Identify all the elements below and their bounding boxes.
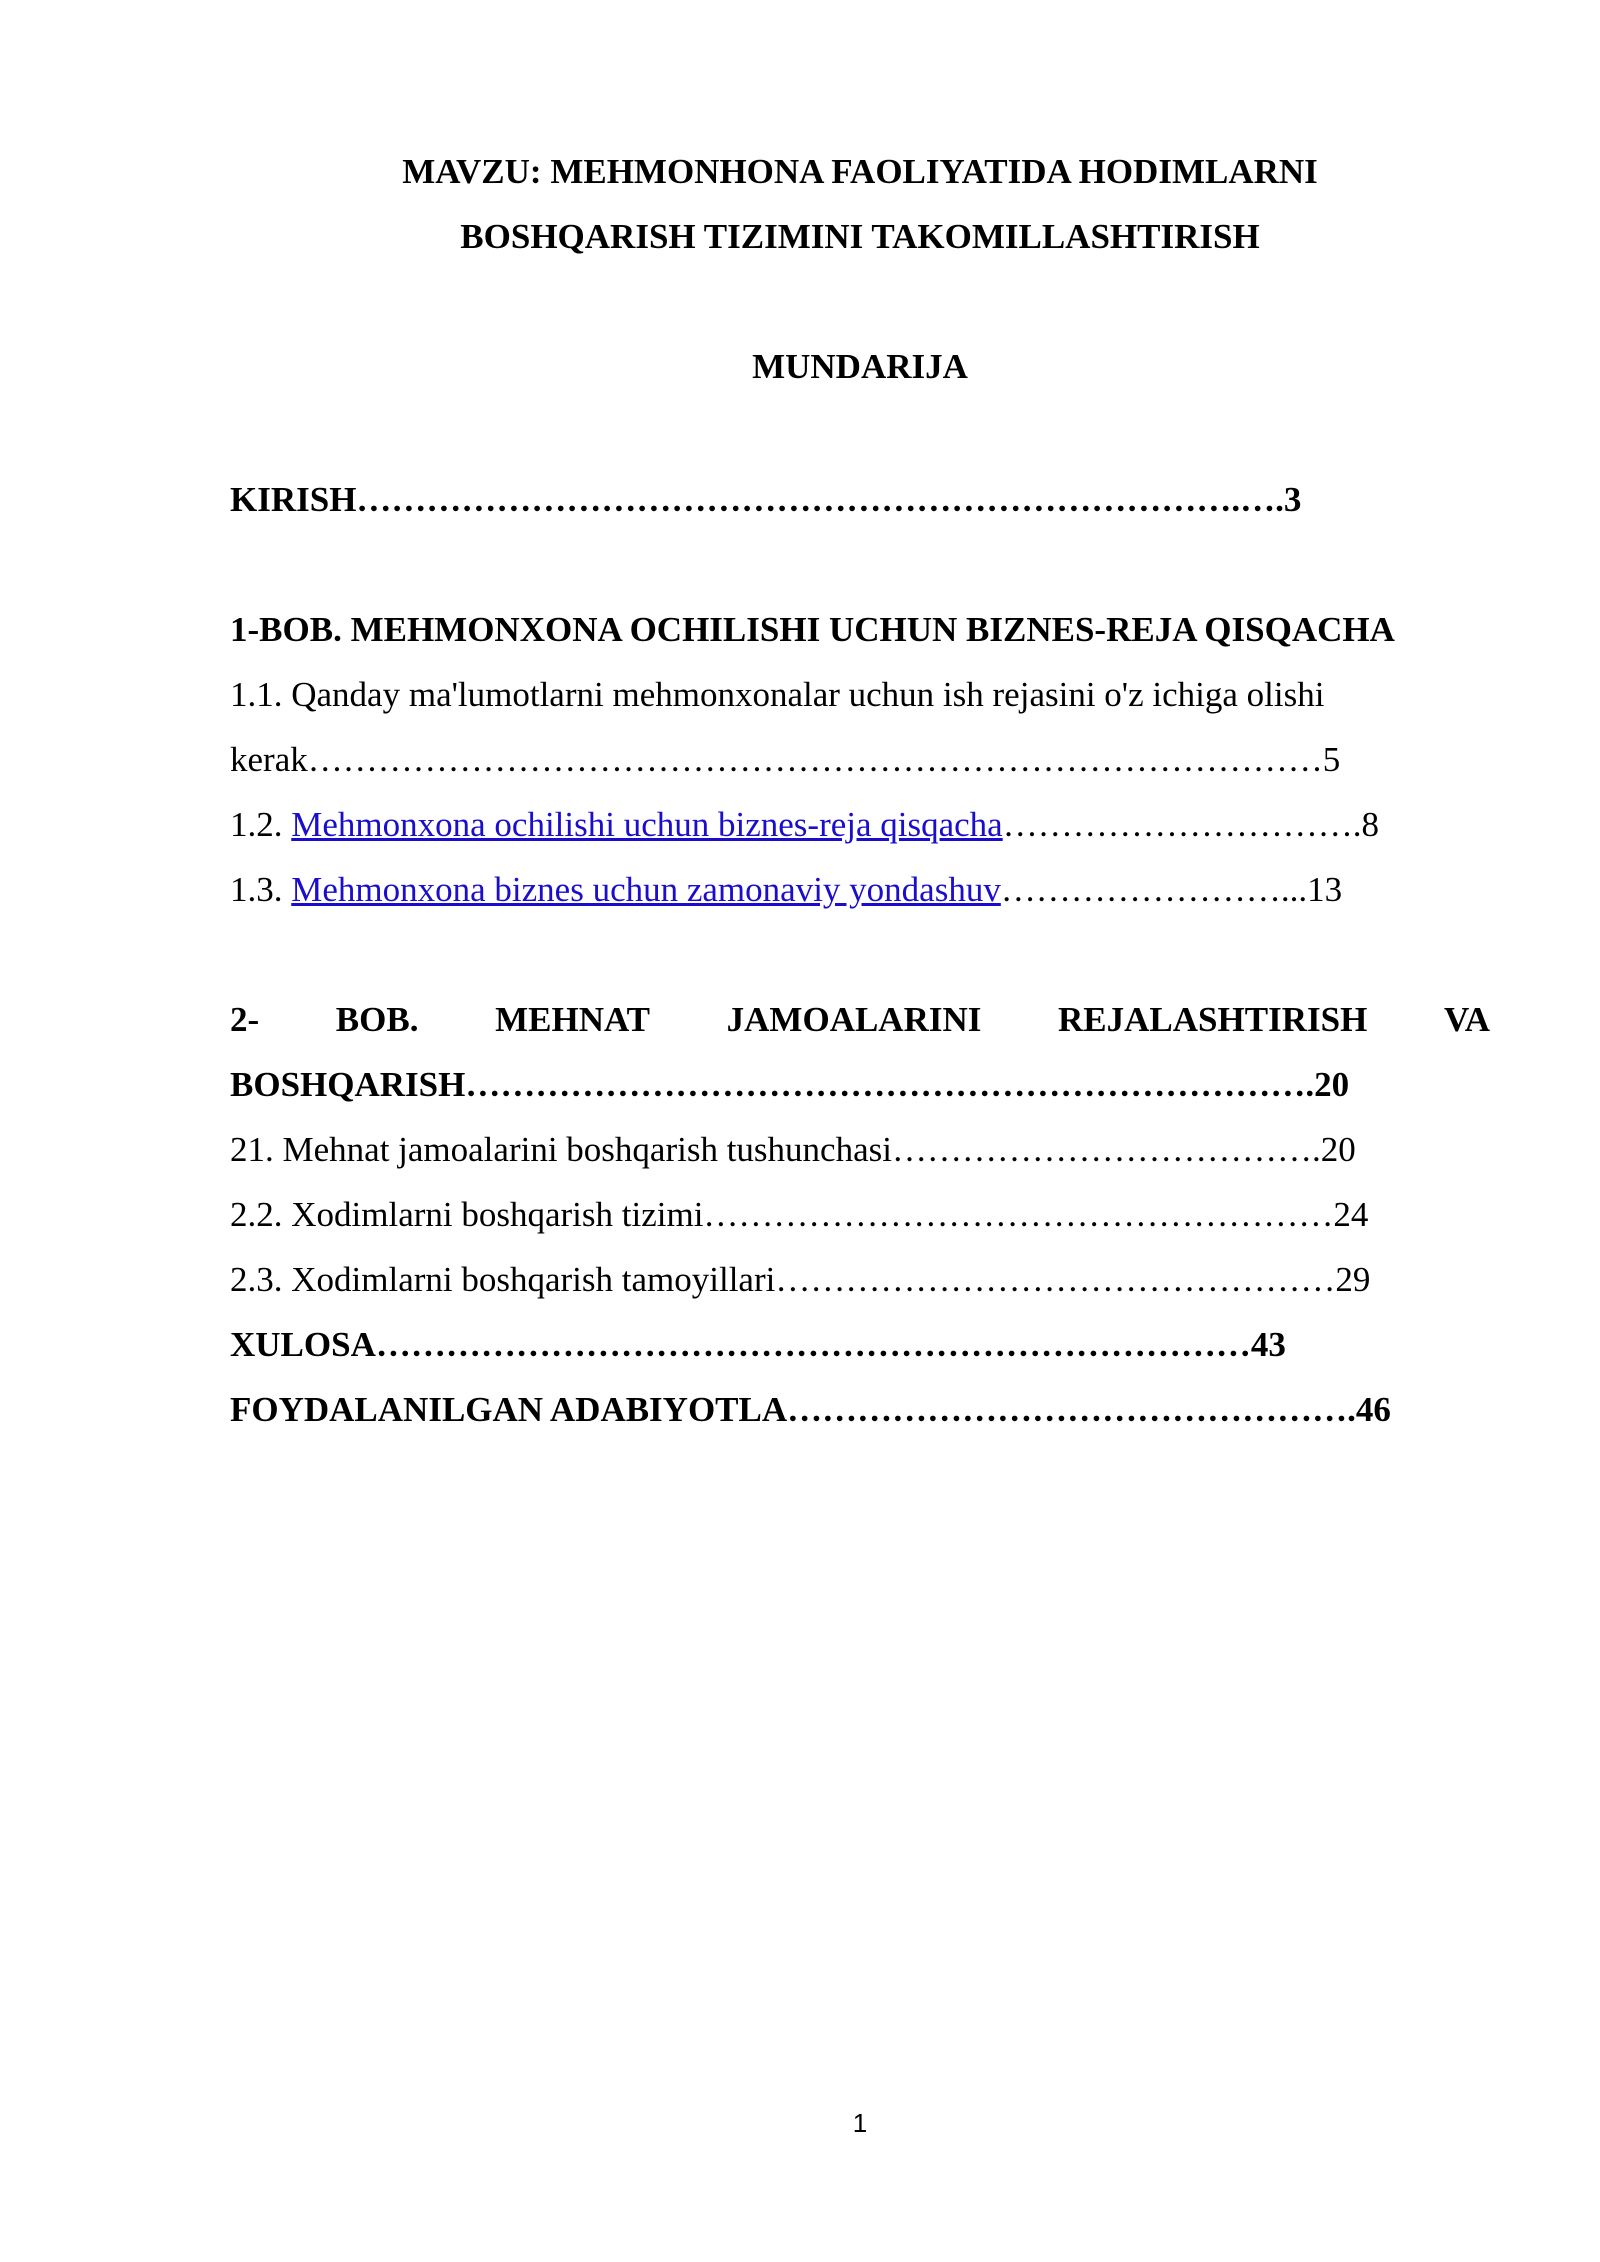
page-number: 1 — [852, 2108, 868, 2138]
toc-entry-1-3-leader: ……………………...13 — [1000, 870, 1343, 909]
toc-entry-1-3 — [230, 868, 1490, 912]
toc-entry-1-1-line2[interactable]: kerak……………………………………………………………………………5 — [230, 740, 1341, 779]
title-line-1: MAVZU: MEHMONHONA FAOLIYATIDA HODIMLARNI — [402, 152, 1318, 191]
title-line-2: BOSHQARISH TIZIMINI TAKOMILLASHTIRISH — [460, 217, 1260, 256]
toc-entry-xulosa[interactable]: XULOSA…………………………………………………………………43 — [230, 1325, 1286, 1364]
chapter-2-word: MEHNAT — [495, 1000, 651, 1039]
toc-heading: MUNDARIJA — [752, 347, 968, 386]
toc-entry-2-3[interactable]: 2.3. Xodimlarni boshqarish tamoyillari…………………………………………29 — [230, 1260, 1371, 1299]
toc-entry-1-3-link[interactable]: Mehmonxona biznes uchun zamonaviy yondashuv — [291, 870, 1001, 909]
chapter-2-word: VA — [1443, 1000, 1490, 1039]
toc-entry-1-2-leader: ………………………….8 — [1002, 805, 1379, 844]
toc-entry-adabiyotlar[interactable]: FOYDALANILGAN ADABIYOTLA………………………………………….46 — [230, 1390, 1391, 1429]
toc-entry-1-3-number: 1.3. — [230, 870, 292, 909]
toc-entry-1-2-link[interactable]: Mehmonxona ochilishi uchun biznes-reja qisqacha — [291, 805, 1003, 844]
chapter-2-word: REJALASHTIRISH — [1058, 1000, 1368, 1039]
toc-entry-1-2 — [230, 803, 1490, 847]
chapter-2-word: 2- — [230, 1000, 260, 1039]
toc-chapter-2-line1[interactable] — [230, 998, 1490, 1042]
toc-entry-1-2-number: 1.2. — [230, 805, 292, 844]
toc-entry-1-1-line1[interactable]: 1.1. Qanday ma'lumotlarni mehmonxonalar uchun ish rejasini o'z ichiga olishi — [230, 675, 1325, 714]
toc-entry-kirish[interactable]: KIRISH………………………………………………………………….….3 — [230, 480, 1302, 519]
chapter-2-word: BOB. — [335, 1000, 419, 1039]
toc-chapter-2-line2[interactable]: BOSHQARISH……………………………………………………………….20 — [230, 1065, 1350, 1104]
toc-entry-2-1[interactable]: 21. Mehnat jamoalarini boshqarish tushunchasi……………………………….20 — [230, 1130, 1356, 1169]
toc-chapter-1[interactable]: 1-BOB. MEHMONXONA OCHILISHI UCHUN BIZNES-REJA QISQACHA — [230, 610, 1395, 649]
chapter-2-word: JAMOALARINI — [726, 1000, 982, 1039]
toc-entry-2-2[interactable]: 2.2. Xodimlarni boshqarish tizimi………………………………………………24 — [230, 1195, 1369, 1234]
